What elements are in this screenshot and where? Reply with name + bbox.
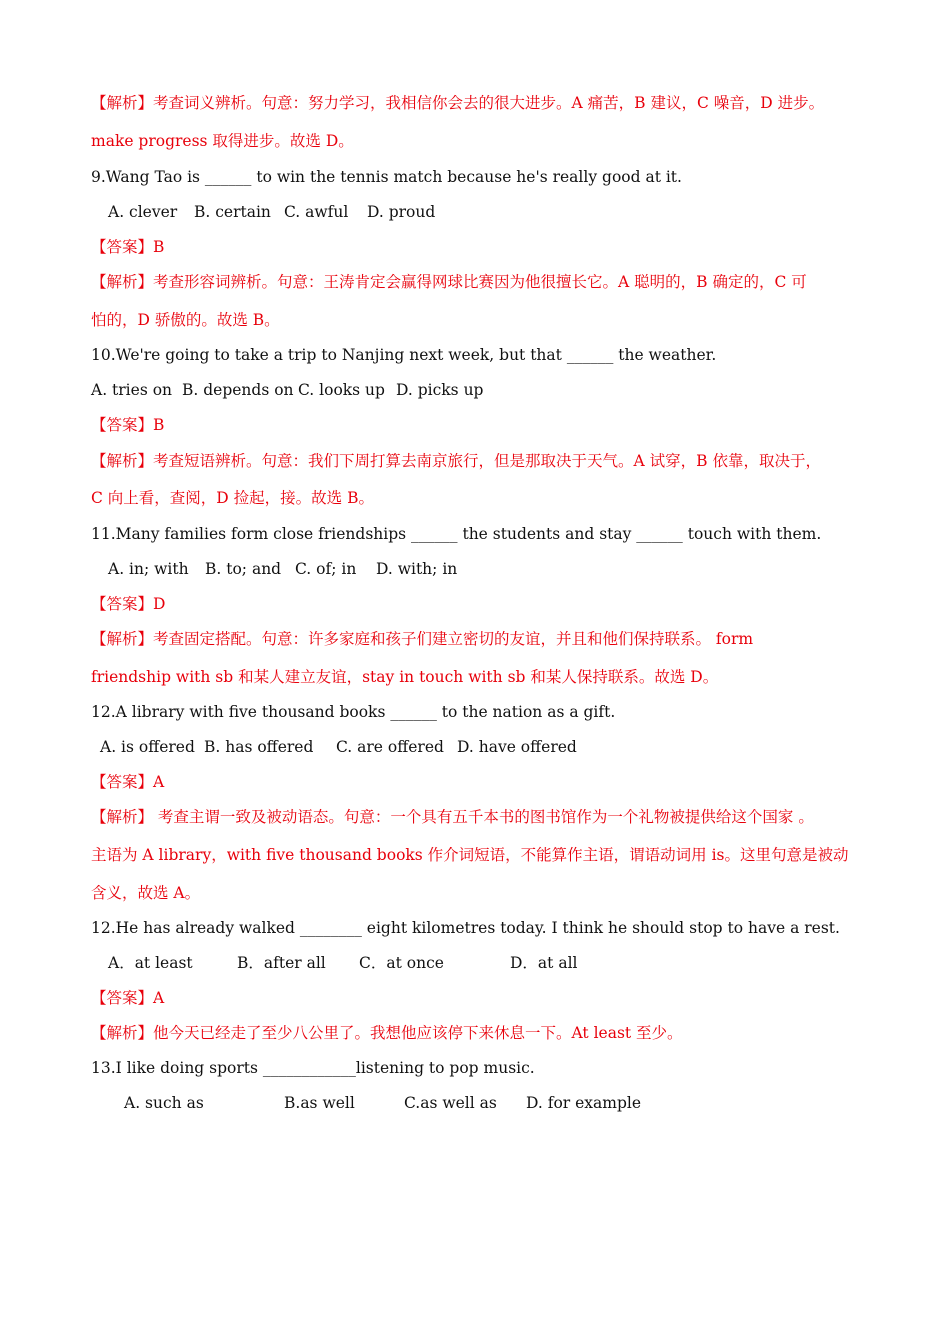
- analysis-12b: 【解析】他今天已经走了至少八公里了。我想他应该停下来休息一下。At least 至少。: [91, 1024, 683, 1042]
- option: A. such as: [124, 1094, 204, 1112]
- analysis-12: 【解析】 考查主谓一致及被动语态。句意：一个具有五千本书的图书馆作为一个礼物被提供给这个国家 。: [91, 808, 814, 826]
- option: D. with; in: [376, 560, 458, 578]
- option: C. are offered: [336, 738, 444, 756]
- question-10: 10.We're going to take a trip to Nanjing next week, but that ______ the weather.: [91, 346, 717, 364]
- answer-9: 【答案】B: [91, 238, 165, 256]
- analysis-11: 【解析】考查固定搭配。句意：许多家庭和孩子们建立密切的友谊，并且和他们保持联系。 form: [91, 630, 754, 648]
- answer-12: 【答案】A: [91, 773, 165, 791]
- option: A. is offered: [100, 738, 195, 756]
- analysis-11-cont: friendship with sb 和某人建立友谊，stay in touch with sb 和某人保持联系。故选 D。: [91, 668, 719, 686]
- question-11: 11.Many families form close friendships ______ the students and stay ______ touch with them.: [91, 525, 822, 543]
- option: C. looks up: [298, 381, 385, 399]
- analysis-12-cont: 主语为 A library，with five thousand books 作介词短语，不能算作主语，谓语动词用 is。这里句意是被动: [91, 846, 849, 864]
- option: B. to; and: [205, 560, 282, 578]
- option: B. depends on: [182, 381, 294, 399]
- option: D. proud: [367, 203, 436, 221]
- option: C. of; in: [295, 560, 357, 578]
- option: B．after all: [237, 954, 326, 972]
- answer-12b: 【答案】A: [91, 989, 165, 1007]
- analysis-line: 【解析】考查词义辨析。句意：努力学习，我相信你会去的很大进步。A 痛苦，B 建议，C 噪音，D 进步。: [91, 94, 825, 112]
- option: D. for example: [526, 1094, 642, 1112]
- analysis-9-cont: 怕的，D 骄傲的。故选 B。: [91, 311, 280, 329]
- option: D. picks up: [396, 381, 484, 399]
- question-9: 9.Wang Tao is ______ to win the tennis match because he's really good at it.: [91, 168, 682, 186]
- option: C．at once: [359, 954, 444, 972]
- analysis-9: 【解析】考查形容词辨析。句意：王涛肯定会赢得网球比赛因为他很擅长它。A 聪明的，B 确定的，C 可: [91, 273, 807, 291]
- analysis-line: make progress 取得进步。故选 D。: [91, 132, 354, 150]
- analysis-10-cont: C 向上看，查阅，D 捡起，接。故选 B。: [91, 489, 374, 507]
- question-12: 12.A library with five thousand books ______ to the nation as a gift.: [91, 703, 616, 721]
- option: B. has offered: [204, 738, 314, 756]
- option: A. clever: [108, 203, 178, 221]
- analysis-10: 【解析】考查短语辨析。句意：我们下周打算去南京旅行，但是那取决于天气。A 试穿，B 依靠，取决于，: [91, 452, 821, 470]
- analysis-12-cont: 含义，故选 A。: [91, 884, 201, 902]
- option: B.as well: [284, 1094, 355, 1112]
- option: A. in; with: [108, 560, 189, 578]
- option: A. tries on: [91, 381, 173, 399]
- option: D．at all: [510, 954, 578, 972]
- option: B. certain: [194, 203, 271, 221]
- option: C.as well as: [404, 1094, 497, 1112]
- question-13: 13.I like doing sports ____________listening to pop music.: [91, 1059, 535, 1077]
- question-12b: 12.He has already walked ________ eight kilometres today. I think he should stop to have a rest.: [91, 919, 840, 937]
- answer-10: 【答案】B: [91, 416, 165, 434]
- option: A．at least: [108, 954, 193, 972]
- answer-11: 【答案】D: [91, 595, 166, 613]
- option: C. awful: [284, 203, 349, 221]
- option: D. have offered: [457, 738, 577, 756]
